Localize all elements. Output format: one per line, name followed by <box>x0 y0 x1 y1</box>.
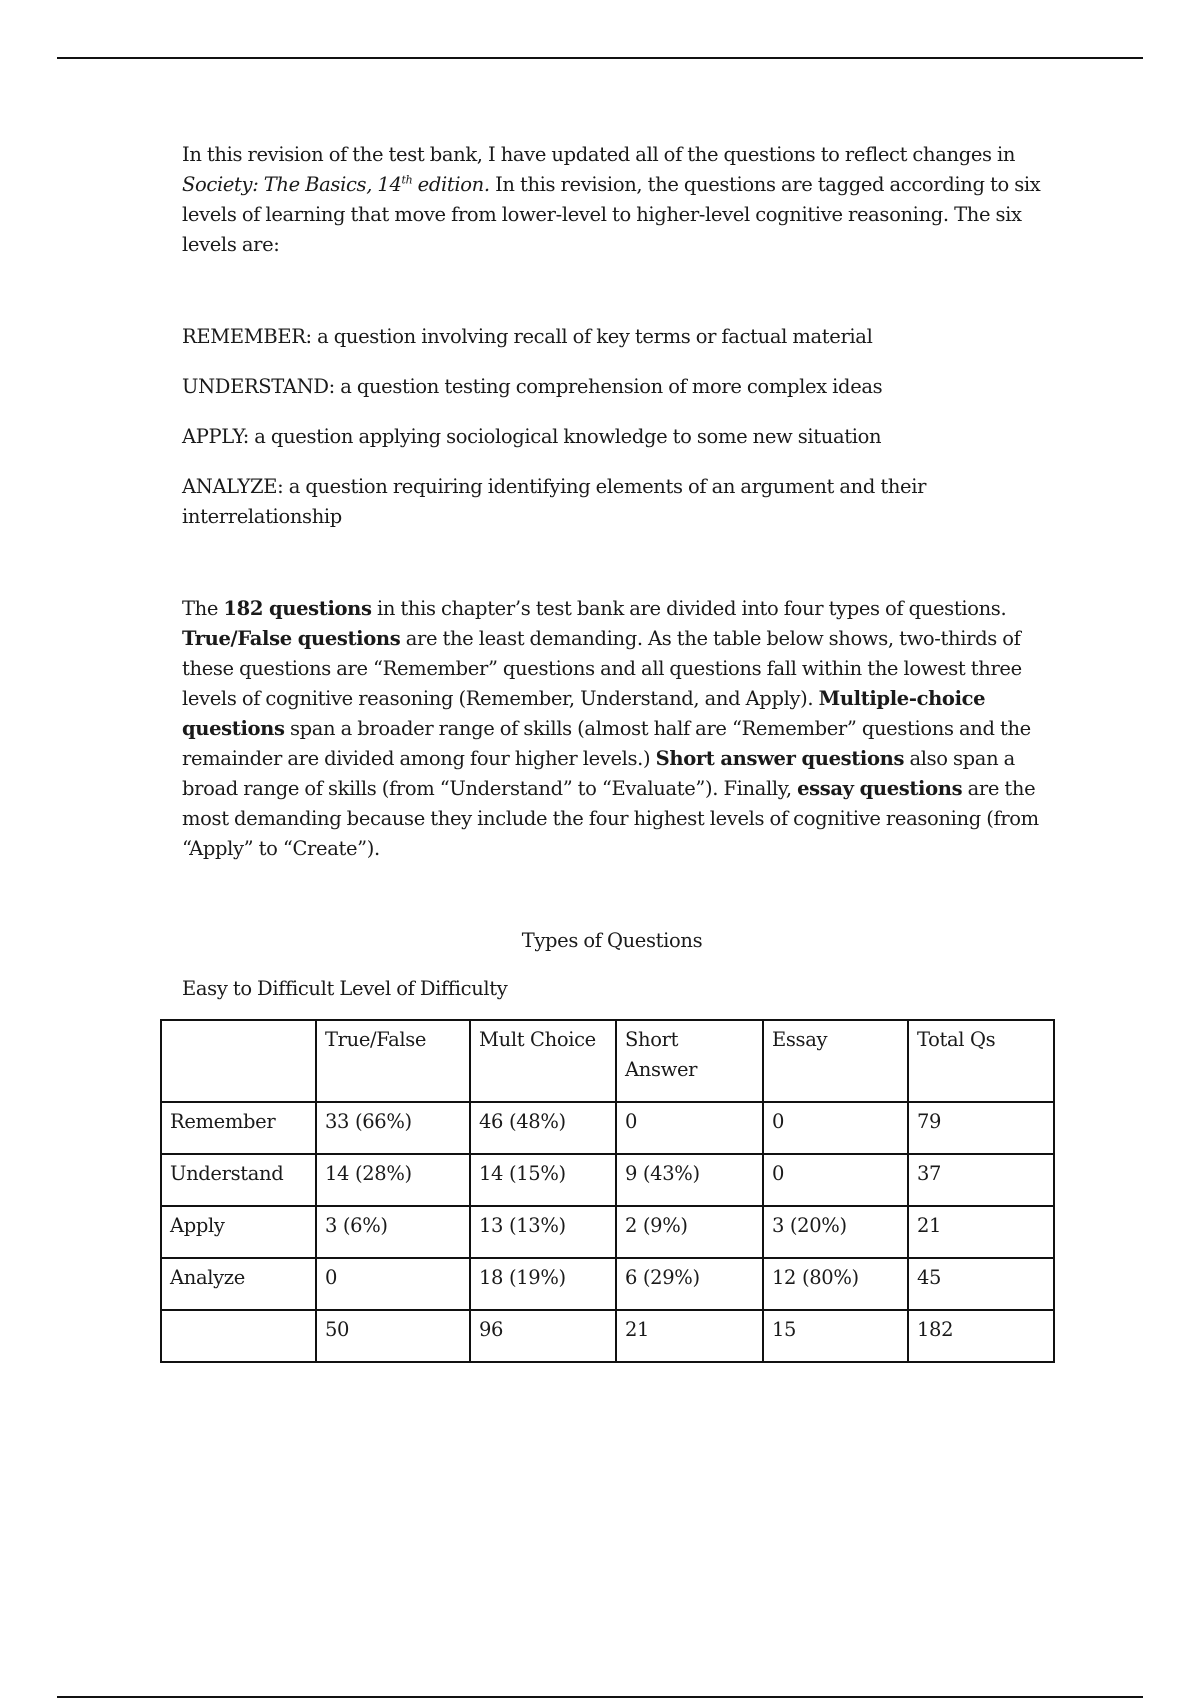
level-apply: APPLY: a question applying sociological knowledge to some new situation <box>182 425 882 448</box>
table-row-totals <box>161 1310 1054 1362</box>
table-cell: 96 <box>470 1310 616 1362</box>
table-cell <box>161 1310 316 1362</box>
table-cell: 21 <box>616 1310 763 1362</box>
ordinal-suffix: th <box>401 173 413 187</box>
table-cell: 14 (15%) <box>470 1154 616 1206</box>
table-cell: 0 <box>616 1102 763 1154</box>
header-cell <box>161 1020 316 1102</box>
table-cell: Apply <box>161 1206 316 1258</box>
table-cell: 2 (9%) <box>616 1206 763 1258</box>
intro-paragraph <box>182 140 1042 260</box>
bold-182-questions: 182 questions <box>223 597 372 620</box>
table-cell: 45 <box>908 1258 1054 1310</box>
level-analyze: ANALYZE: a question requiring identifying elements of an argument and their interrelationship <box>182 475 927 528</box>
table-cell: 79 <box>908 1102 1054 1154</box>
question-types-paragraph: The 182 questions in this chapter’s test bank are divided into four types of questions. True/False questions are the least demanding. As the table below shows, two-thirds of these questions are “Remember” questions and all questions fall within the lowest three levels of cognitive reasoning (Remember, Understand, and Apply). Multiple-choice questions span a broader range of skills (almost half are “Remember” questions and the remainder are divided among four higher levels.) Short answer questions also span a broad range of skills (from “Understand” to “Evaluate”). Finally, essay questions are the most demanding because they include the four highest levels of cognitive reasoning (from “Apply” to “Create”). <box>182 597 1039 860</box>
header-mult-choice: Mult Choice <box>470 1020 616 1102</box>
table-cell: Understand <box>161 1154 316 1206</box>
table-cell: 0 <box>316 1258 470 1310</box>
header-true-false: True/False <box>316 1020 470 1102</box>
table-cell: 37 <box>908 1154 1054 1206</box>
table-row-remember <box>161 1102 1054 1154</box>
bold-true-false: True/False questions <box>182 627 401 650</box>
header-essay: Essay <box>763 1020 908 1102</box>
page-content <box>170 140 1042 1363</box>
table-cell: 18 (19%) <box>470 1258 616 1310</box>
table-cell: 0 <box>763 1102 908 1154</box>
question-types-table <box>160 1019 1055 1363</box>
table-cell: 50 <box>316 1310 470 1362</box>
book-title: Society: The Basics, 14th edition. <box>182 173 490 196</box>
table-row-analyze <box>161 1258 1054 1310</box>
table-cell: 13 (13%) <box>470 1206 616 1258</box>
table-cell: Analyze <box>161 1258 316 1310</box>
table-title: Types of Questions <box>521 929 703 952</box>
table-cell: 182 <box>908 1310 1054 1362</box>
table-cell: 14 (28%) <box>316 1154 470 1206</box>
table-cell: 15 <box>763 1310 908 1362</box>
table-cell: 9 (43%) <box>616 1154 763 1206</box>
table-cell: 3 (20%) <box>763 1206 908 1258</box>
table-cell: 21 <box>908 1206 1054 1258</box>
table-cell: 6 (29%) <box>616 1258 763 1310</box>
bold-short-answer: Short answer questions <box>655 747 905 770</box>
header-total-qs: Total Qs <box>908 1020 1054 1102</box>
table-cell: Remember <box>161 1102 316 1154</box>
header-short-answer: Short Answer <box>616 1020 763 1102</box>
level-remember: REMEMBER: a question involving recall of key terms or factual material <box>182 325 873 348</box>
intro-text-1: In this revision of the test bank, I have updated all of the questions to reflect changes in <box>182 143 1016 166</box>
table-cell: 33 (66%) <box>316 1102 470 1154</box>
table-cell: 46 (48%) <box>470 1102 616 1154</box>
table-header-row <box>161 1020 1054 1102</box>
table-cell: 3 (6%) <box>316 1206 470 1258</box>
footer-rule <box>57 1696 1143 1698</box>
table-cell: 12 (80%) <box>763 1258 908 1310</box>
table-subtitle: Easy to Difficult Level of Difficulty <box>182 977 508 1000</box>
bold-multiple-choice: Multiple-choice questions <box>182 687 986 740</box>
bold-essay-questions: essay questions <box>797 777 963 800</box>
table-row-understand <box>161 1154 1054 1206</box>
table-cell: 0 <box>763 1154 908 1206</box>
header-rule <box>57 57 1143 59</box>
level-understand: UNDERSTAND: a question testing comprehension of more complex ideas <box>182 375 883 398</box>
table-row-apply <box>161 1206 1054 1258</box>
intro-text-2: In this revision, the questions are tagged according to six levels of learning that move from lower-level to higher-level cognitive reasoning. The six levels are: <box>182 173 1041 256</box>
